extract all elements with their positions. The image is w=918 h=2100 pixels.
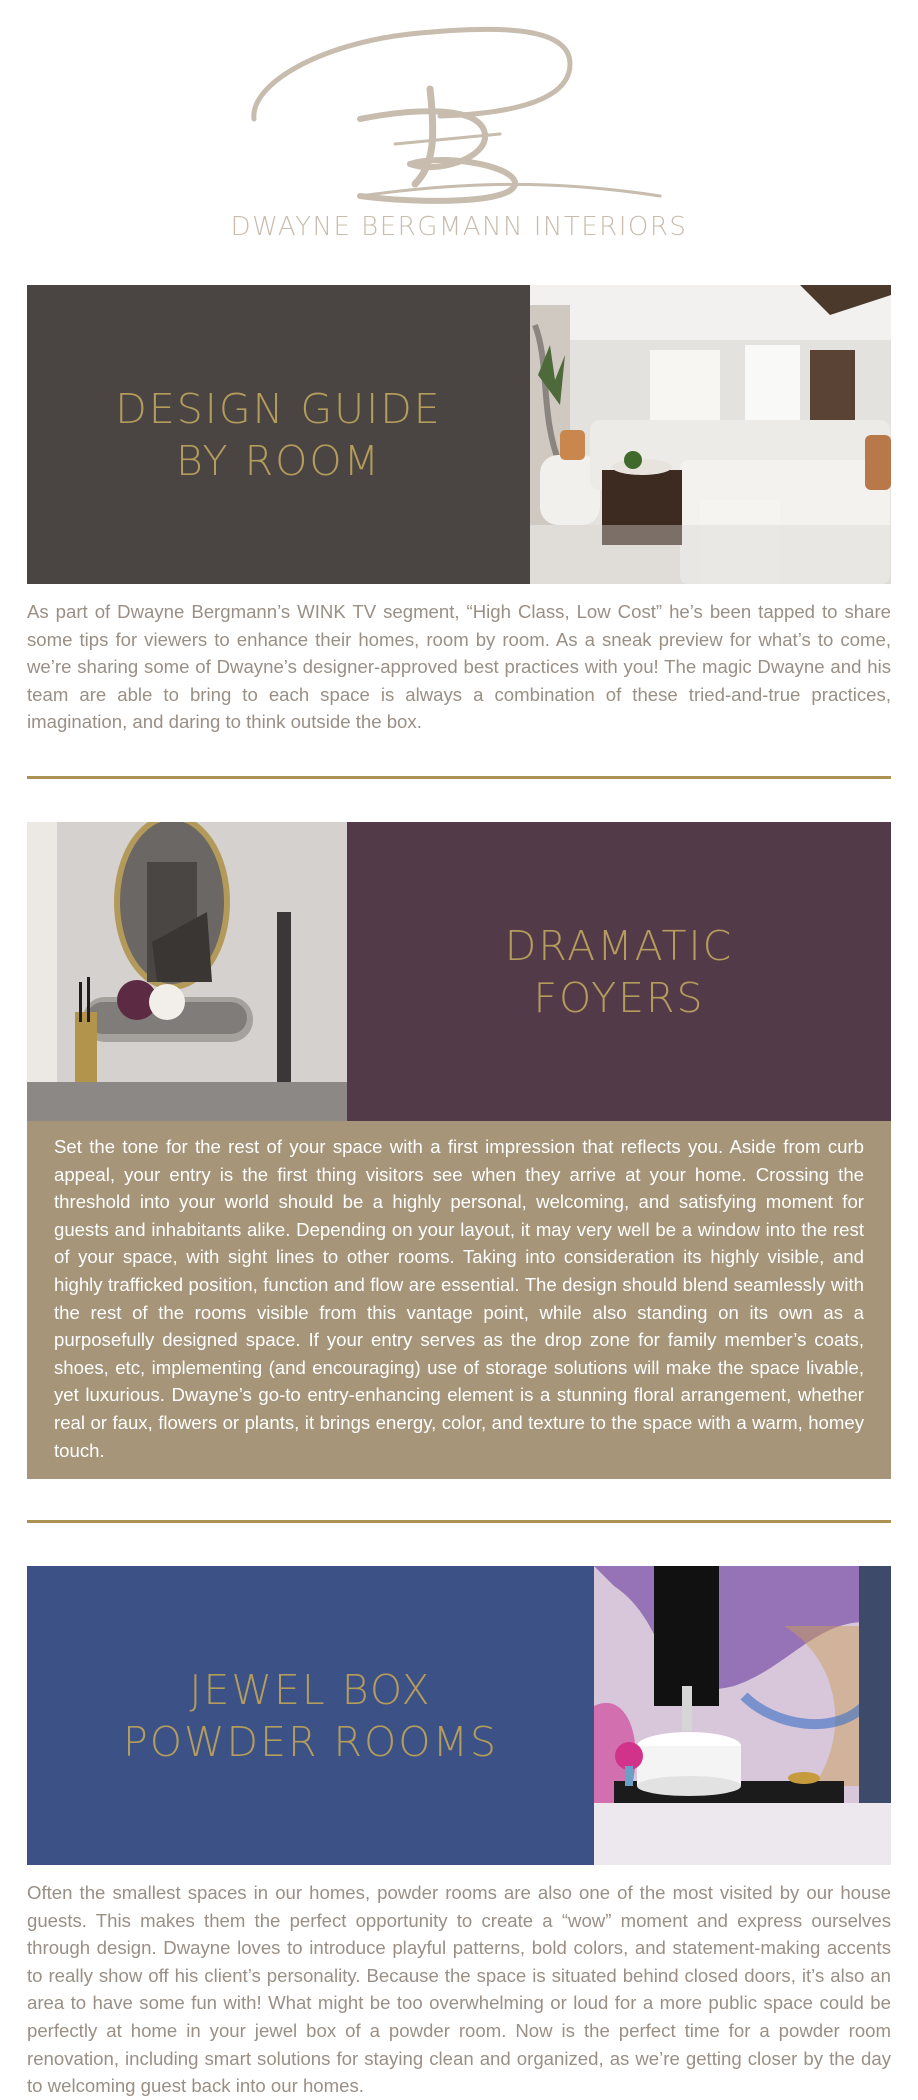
foyers-text-box [27,1121,891,1479]
section-divider [27,1520,891,1523]
section-title-line: BY ROOM [175,436,382,485]
powder-rooms-title-panel [27,1566,594,1865]
foyer-photo [27,822,347,1121]
section-title-line: DESIGN GUIDE [115,384,442,433]
section-title-line: JEWEL BOX [189,1665,432,1714]
powder-rooms-banner [27,1566,891,1865]
monogram-b-icon [240,24,680,209]
design-guide-title-panel [27,285,530,584]
foyers-body-text: Set the tone for the rest of your space with a first impression that reflects you. Aside from curb appeal, your entry is the first thing visitors see when they arrive at your home. Crossing the threshold into your world should be a highly personal, welcoming, and satisfying moment for guests and inhabitants alike. Depending on your layout, it may very well be a window into the rest of your space, with sight lines to other rooms. Taking into consideration its highly visible, and highly trafficked position, function and flow are essential. The design should blend seamlessly with the rest of the rooms visible from this vantage point, while also standing on its own as a purposefully designed space. If your entry serves as the drop zone for family member’s coats, shoes, etc, implementing (and encouraging) use of storage solutions will make the space livable, yet luxurious. Dwayne’s go-to entry-enhancing element is a stunning floral arrangement, whether real or faux, flowers or plants, it brings energy, color, and texture to the space with a warm, homey touch. [54,1136,864,1461]
design-guide-intro-text: As part of Dwayne Bergmann’s WINK TV segment, “High Class, Low Cost” he’s been tapped to share some tips for viewers to enhance their homes, room by room. As a sneak preview for what’s to come, we’re sharing some of Dwayne’s designer-approved best practices with you! The magic Dwayne and his team are able to bring to each space is always a combination of these tried-and-true practices, imagination, and daring to think outside the box. [27,601,891,733]
powder-room-photo [594,1566,891,1865]
design-guide-banner [27,285,891,584]
powder-rooms-body-text: Often the smallest spaces in our homes, powder rooms are also one of the most visited by our house guests. This makes them the perfect opportunity to create a “wow” moment and express ourselves through design. Dwayne loves to introduce playful patterns, bold colors, and statement-making accents to really show off his client’s personality. Because the space is situated behind closed doors, it’s also an area to have some fun with! What might be too overwhelming or loud for a more public space could be perfectly at home in your jewel box of a powder room. Now is the perfect time for a powder room renovation, including smart solutions for staying clean and organized, as we’re getting closer by the day to welcoming guest back into our homes. [27,1882,891,2097]
brand-logo[interactable] [0,0,918,260]
foyers-banner [27,822,891,1121]
section-title-line: FOYERS [533,973,705,1022]
section-divider [27,776,891,779]
living-room-photo [530,285,891,584]
foyers-title-panel [347,822,891,1121]
section-title-line: POWDER ROOMS [123,1717,498,1766]
brand-name: DWAYNE BERGMANN INTERIORS [230,212,688,242]
section-title-line: DRAMATIC [504,921,734,970]
